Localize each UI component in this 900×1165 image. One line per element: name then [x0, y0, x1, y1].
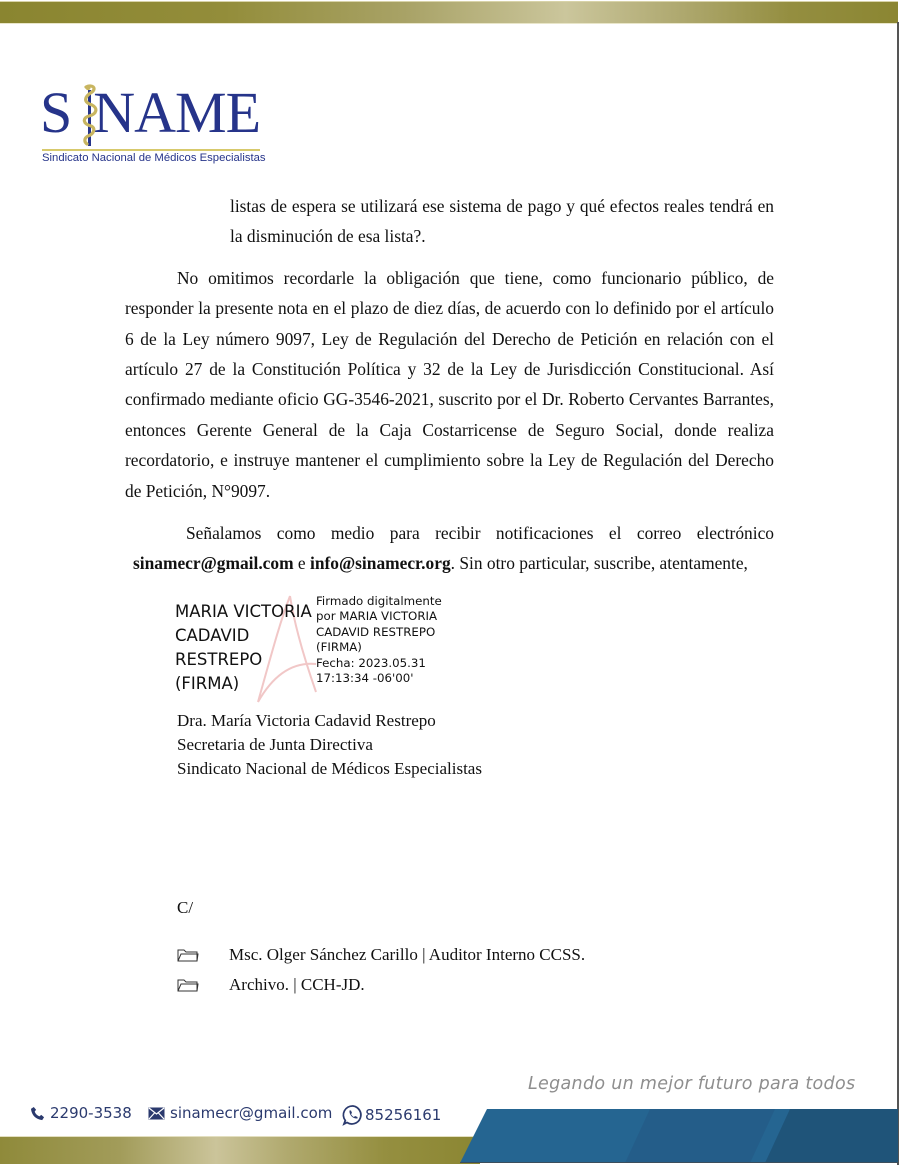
signature-detail-line: Firmado digitalmente — [316, 594, 442, 608]
envelope-icon — [148, 1107, 165, 1120]
footer-whatsapp — [342, 1104, 441, 1126]
copy-recipient-archive: Archivo. | CCH-JD. — [229, 975, 365, 994]
whatsapp-icon — [342, 1104, 364, 1126]
folder-icon — [177, 948, 199, 962]
paragraph-line: de Petición, N°9097. — [125, 481, 271, 501]
siname-logo — [40, 80, 266, 168]
signature-name-block — [175, 600, 312, 696]
paragraph-line — [133, 553, 748, 574]
rod-of-asclepius-icon — [78, 84, 100, 146]
closing-text: . Sin otro particular, suscribe, atentamente, — [450, 553, 748, 573]
header-gold-bar — [0, 1, 898, 24]
footer-gold-bar — [0, 1136, 480, 1164]
signer-organization: Sindicato Nacional de Médicos Especialistas — [177, 759, 482, 778]
list-continuation-line-2: la disminución de esa lista?. — [230, 226, 426, 246]
phone-icon — [30, 1106, 45, 1121]
paragraph-line: confirmado mediante oficio GG-3546-2021, suscrito por el Dr. Roberto Cervantes Barrantes, — [125, 389, 774, 409]
footer-whatsapp-number: 85256161 — [365, 1106, 442, 1124]
signature-details-block — [316, 594, 442, 686]
paragraph-line: entonces Gerente General de la Caja Costarricense de Seguro Social, donde realiza — [125, 420, 774, 440]
signature-detail-line: por MARIA VICTORIA — [316, 609, 438, 624]
logo-subtitle: Sindicato Nacional de Médicos Especialistas — [42, 152, 266, 164]
paragraph-line: No omitimos recordarle la obligación que tiene, como funcionario público, de — [177, 268, 774, 288]
signature-detail-line: Fecha: 2023.05.31 — [316, 655, 426, 670]
copies-label: C/ — [177, 898, 194, 917]
list-continuation-line-1: listas de espera se utilizará ese sistema de pago y qué efectos reales tendrá en — [230, 196, 774, 216]
footer-phone — [30, 1104, 132, 1122]
logo-divider — [42, 149, 260, 151]
paragraph-line: responder la presente nota en el plazo de diez días, de acuerdo con lo definido por el artículo — [125, 298, 774, 318]
email-link-info[interactable]: info@sinamecr.org — [310, 553, 451, 573]
paragraph-line: recordatorio, e instruye mantener el cumplimiento sobre la Ley de Regulación del Derecho — [125, 450, 774, 470]
paragraph-line: Señalamos como medio para recibir notificaciones el correo electrónico — [186, 523, 774, 543]
signature-detail-line: (FIRMA) — [316, 640, 362, 655]
signature-name-line: (FIRMA) — [175, 674, 240, 693]
paragraph-line: 6 de la Ley número 9097, Ley de Regulación del Derecho de Petición en relación con el — [125, 329, 774, 349]
copy-recipient-auditor: Msc. Olger Sánchez Carillo | Auditor Interno CCSS. — [229, 945, 586, 964]
signer-title: Secretaria de Junta Directiva — [177, 735, 373, 754]
footer-email[interactable] — [148, 1104, 332, 1122]
signature-detail-line: CADAVID RESTREPO — [316, 624, 436, 639]
logo-wordmark: S NAME — [40, 80, 261, 145]
email-link-gmail[interactable]: sinamecr@gmail.com — [133, 553, 294, 573]
signature-name-line: CADAVID — [175, 626, 250, 645]
footer-tagline: Legando un mejor futuro para todos — [528, 1074, 856, 1094]
footer-blue-band — [460, 1109, 898, 1163]
folder-icon — [177, 978, 199, 992]
page-right-edge — [897, 22, 899, 1165]
conjunction-text: e — [293, 553, 310, 573]
footer-email-address[interactable]: sinamecr@gmail.com — [170, 1104, 333, 1122]
signature-name-line: RESTREPO — [175, 650, 263, 669]
footer-phone-number: 2290-3538 — [50, 1104, 132, 1122]
signer-name: Dra. María Victoria Cadavid Restrepo — [177, 711, 436, 730]
paragraph-line: artículo 27 de la Constitución Política y 32 de la Ley de Jurisdicción Constitucional. Así — [125, 359, 774, 379]
signature-detail-line: 17:13:34 -06'00' — [316, 671, 414, 686]
signature-name-line: MARIA VICTORIA — [175, 602, 312, 621]
